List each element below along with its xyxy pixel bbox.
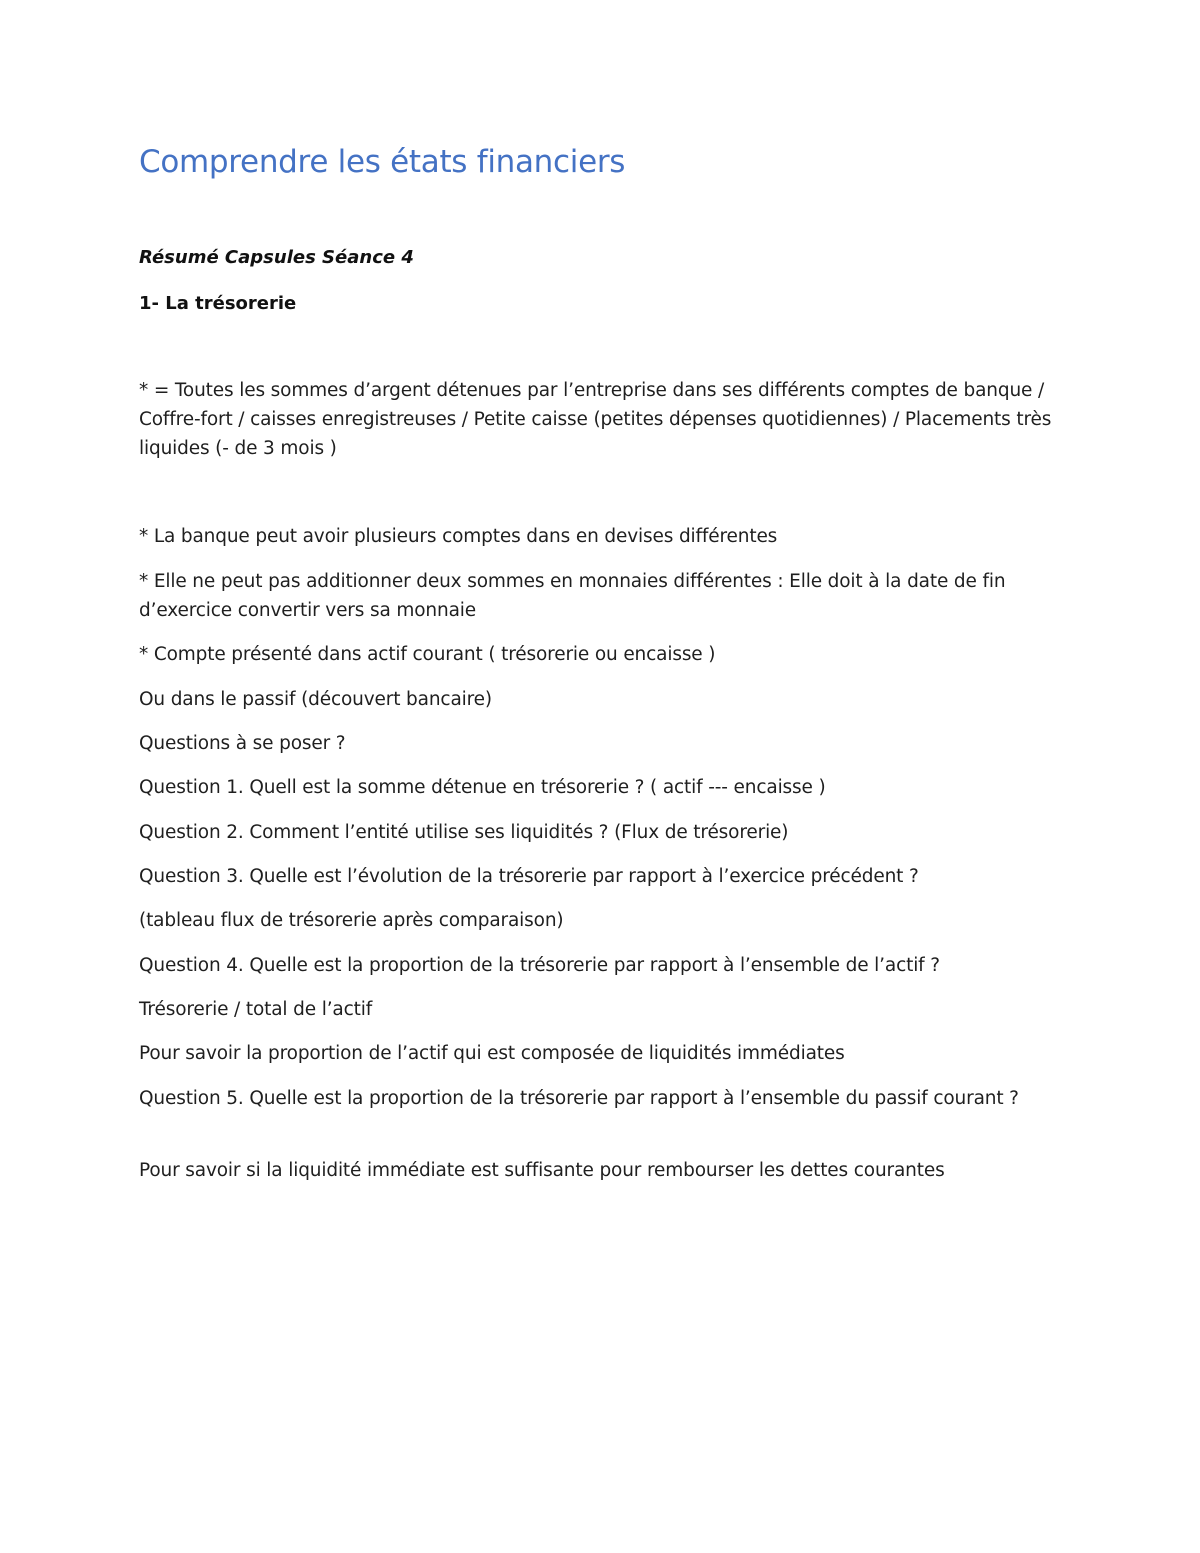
paragraph-current-asset: * Compte présenté dans actif courant ( trésorerie ou encaisse ) — [139, 644, 716, 665]
document-title: Comprendre les états financiers — [139, 144, 626, 180]
question-5: Question 5. Quelle est la proportion de la trésorerie par rapport à l’ensemble du passif courant ? — [139, 1088, 1019, 1109]
paragraph-definition: * = Toutes les sommes d’argent détenues par l’entreprise dans ses différents comptes de banque / Coffre-fort / caisses enregistreuses / Petite caisse (petites dépenses quotidiennes) / Placements très liquides (- de 3 mois ) — [139, 380, 1052, 459]
question-4-answer: Pour savoir la proportion de l’actif qui est composée de liquidités immédiates — [139, 1043, 845, 1064]
paragraph-15-block — [139, 1156, 1069, 1185]
question-5-answer: Pour savoir si la liquidité immédiate est suffisante pour rembourser les dettes courantes — [139, 1160, 945, 1181]
paragraph-questions-intro: Questions à se poser ? — [139, 733, 346, 754]
question-4-formula: Trésorerie / total de l’actif — [139, 999, 373, 1020]
paragraph-14-block — [139, 1084, 1069, 1113]
paragraph-9-block — [139, 862, 1069, 891]
paragraph-1-block — [139, 376, 1069, 463]
paragraph-3-block — [139, 567, 1069, 625]
paragraph-7-block — [139, 773, 1069, 802]
paragraph-5-block — [139, 685, 1069, 714]
question-3: Question 3. Quelle est l’évolution de la trésorerie par rapport à l’exercice précédent ? — [139, 866, 919, 887]
document-subtitle: Résumé Capsules Séance 4 — [139, 247, 414, 268]
question-3-answer: (tableau flux de trésorerie après comparaison) — [139, 910, 564, 931]
section-heading: 1- La trésorerie — [139, 293, 297, 314]
paragraph-4-block — [139, 640, 1069, 669]
document-content — [139, 140, 1069, 1181]
paragraph-2-block — [139, 522, 1069, 551]
paragraph-6-block — [139, 729, 1069, 758]
paragraph-12-block — [139, 995, 1069, 1024]
paragraph-10-block — [139, 906, 1069, 935]
paragraph-13-block — [139, 1039, 1069, 1068]
paragraph-8-block — [139, 818, 1069, 847]
question-2: Question 2. Comment l’entité utilise ses liquidités ? (Flux de trésorerie) — [139, 822, 789, 843]
paragraph-bank-accounts: * La banque peut avoir plusieurs comptes dans en devises différentes — [139, 526, 778, 547]
paragraph-11-block — [139, 951, 1069, 980]
question-1: Question 1. Quell est la somme détenue en trésorerie ? ( actif --- encaisse ) — [139, 777, 826, 798]
paragraph-currencies: * Elle ne peut pas additionner deux sommes en monnaies différentes : Elle doit à la date de fin d’exercice convertir vers sa monnaie — [139, 571, 1006, 621]
paragraph-liability: Ou dans le passif (découvert bancaire) — [139, 689, 492, 710]
question-4: Question 4. Quelle est la proportion de la trésorerie par rapport à l’ensemble de l’actif ? — [139, 955, 940, 976]
